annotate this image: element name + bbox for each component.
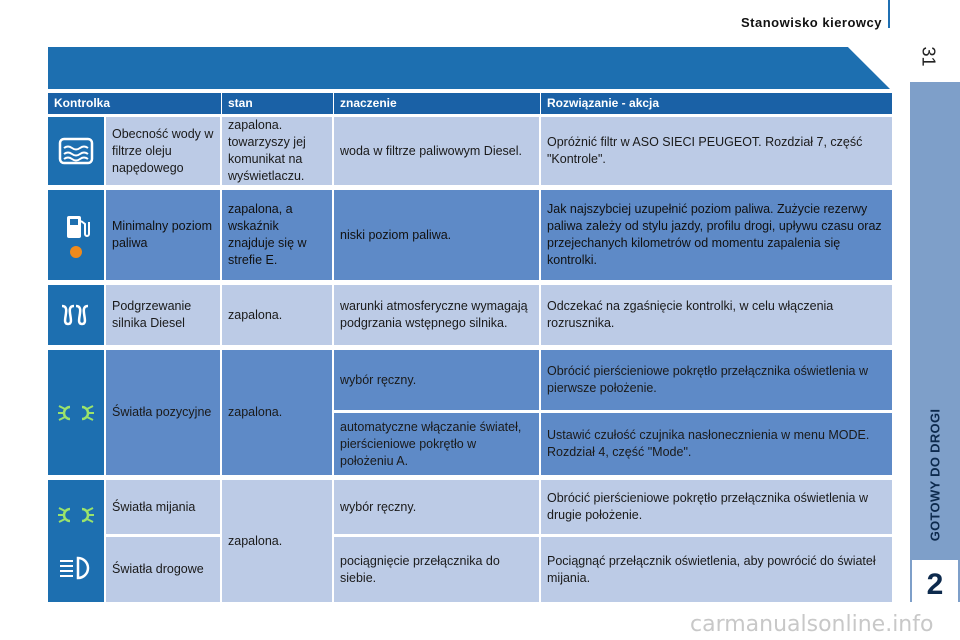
col-rozwiazanie: Rozwiązanie - akcja	[547, 96, 660, 110]
table-row	[48, 480, 892, 602]
row-name: Minimalny poziom paliwa	[106, 190, 222, 280]
row-name: Światła pozycyjne	[106, 350, 222, 475]
row-stan: zapalona. towarzyszy jej komunikat na wyświetlaczu.	[222, 117, 334, 185]
section-title: Stanowisko kierowcy	[741, 15, 882, 30]
row-icon-cell	[48, 190, 106, 280]
row-name: Podgrzewanie silnika Diesel	[106, 285, 222, 345]
row-rozwiazanie: Odczekać na zgaśnięcie kontrolki, w celu włączenia rozrusznika.	[541, 285, 892, 345]
position-lights-icon	[56, 398, 96, 428]
row-znaczenie: warunki atmosferyczne wymagają podgrzania wstępnego silnika.	[334, 285, 541, 345]
dipped-beam-icon	[56, 500, 96, 530]
row-rozwiazanie: Pociągnąć przełącznik oświetlenia, aby powrócić do świateł mijania.	[541, 537, 892, 602]
main-beam-icon	[56, 553, 96, 583]
row-znaczenie: woda w filtrze paliwowym Diesel.	[334, 117, 541, 185]
row-rozwiazanie: Jak najszybciej uzupełnić poziom paliwa. Zużycie rezerwy paliwa zależy od stylu jazdy, profilu drogi, upływu czasu oraz przejechanych kilometrów od momentu zapalenia się kontrolki.	[541, 190, 892, 280]
table-header	[48, 93, 892, 114]
row-rozwiazanie: Obrócić pierścieniowe pokrętło przełącznika oświetlenia w drugie położenie.	[541, 480, 892, 534]
table-row	[48, 285, 892, 345]
row-znaczenie: wybór ręczny.	[334, 480, 541, 534]
water-in-fuel-icon	[56, 136, 96, 166]
subrow	[334, 350, 892, 410]
watermark: carmanualsonline.info	[690, 612, 934, 637]
table-row	[48, 190, 892, 280]
chapter-number-box	[912, 560, 958, 610]
row-znaczenie: pociągnięcie przełącznika do siebie.	[334, 537, 541, 602]
row-name: Obecność wody w filtrze oleju napędowego	[106, 117, 222, 185]
row-stan: zapalona.	[222, 285, 334, 345]
subrow	[106, 537, 220, 602]
glow-plug-icon	[56, 300, 96, 330]
chapter-number: 2	[926, 568, 944, 601]
row-rozwiazanie: Ustawić czułość czujnika nasłonecznienia w menu MODE. Rozdział 4, część "Mode".	[541, 413, 892, 475]
row-icon-cell	[48, 285, 106, 345]
table-row	[48, 350, 892, 475]
row-rozwiazanie: Obrócić pierścieniowe pokrętło przełącznika oświetlenia w pierwsze położenie.	[541, 350, 892, 410]
row-stan: zapalona, a wskaźnik znajduje się w strefie E.	[222, 190, 334, 280]
row-icon-cell	[48, 480, 106, 602]
warning-dot-icon	[70, 246, 82, 258]
warning-lights-table	[48, 93, 892, 602]
header-divider	[888, 0, 890, 28]
subrow	[106, 480, 220, 534]
row-name: Światła drogowe	[106, 537, 220, 602]
col-znaczenie: znaczenie	[334, 93, 541, 114]
subrow	[334, 413, 892, 475]
row-znaczenie: automatyczne włączanie świateł, pierścieniowe pokrętło w położeniu A.	[334, 413, 541, 475]
row-znaczenie: niski poziom paliwa.	[334, 190, 541, 280]
row-stan: zapalona.	[222, 480, 334, 602]
row-rozwiazanie: Opróżnić filtr w ASO SIECI PEUGEOT. Rozdział 7, część "Kontrole".	[541, 117, 892, 185]
row-znaczenie: wybór ręczny.	[334, 350, 541, 410]
row-icon-cell	[48, 117, 106, 185]
row-names	[106, 480, 222, 602]
subrow	[334, 480, 892, 534]
col-stan: stan	[222, 93, 334, 114]
page-number: 31	[918, 46, 939, 67]
row-subrows	[334, 480, 892, 602]
title-banner	[48, 47, 890, 89]
fuel-pump-icon	[56, 212, 96, 242]
chapter-label: GOTOWY DO DROGI	[927, 408, 943, 542]
subrow	[334, 537, 892, 602]
row-icon-cell	[48, 350, 106, 475]
row-subrows	[334, 350, 892, 475]
table-row	[48, 117, 892, 185]
row-stan: zapalona.	[222, 350, 334, 475]
row-name: Światła mijania	[106, 480, 220, 534]
col-kontrolka: Kontrolka	[48, 93, 222, 114]
